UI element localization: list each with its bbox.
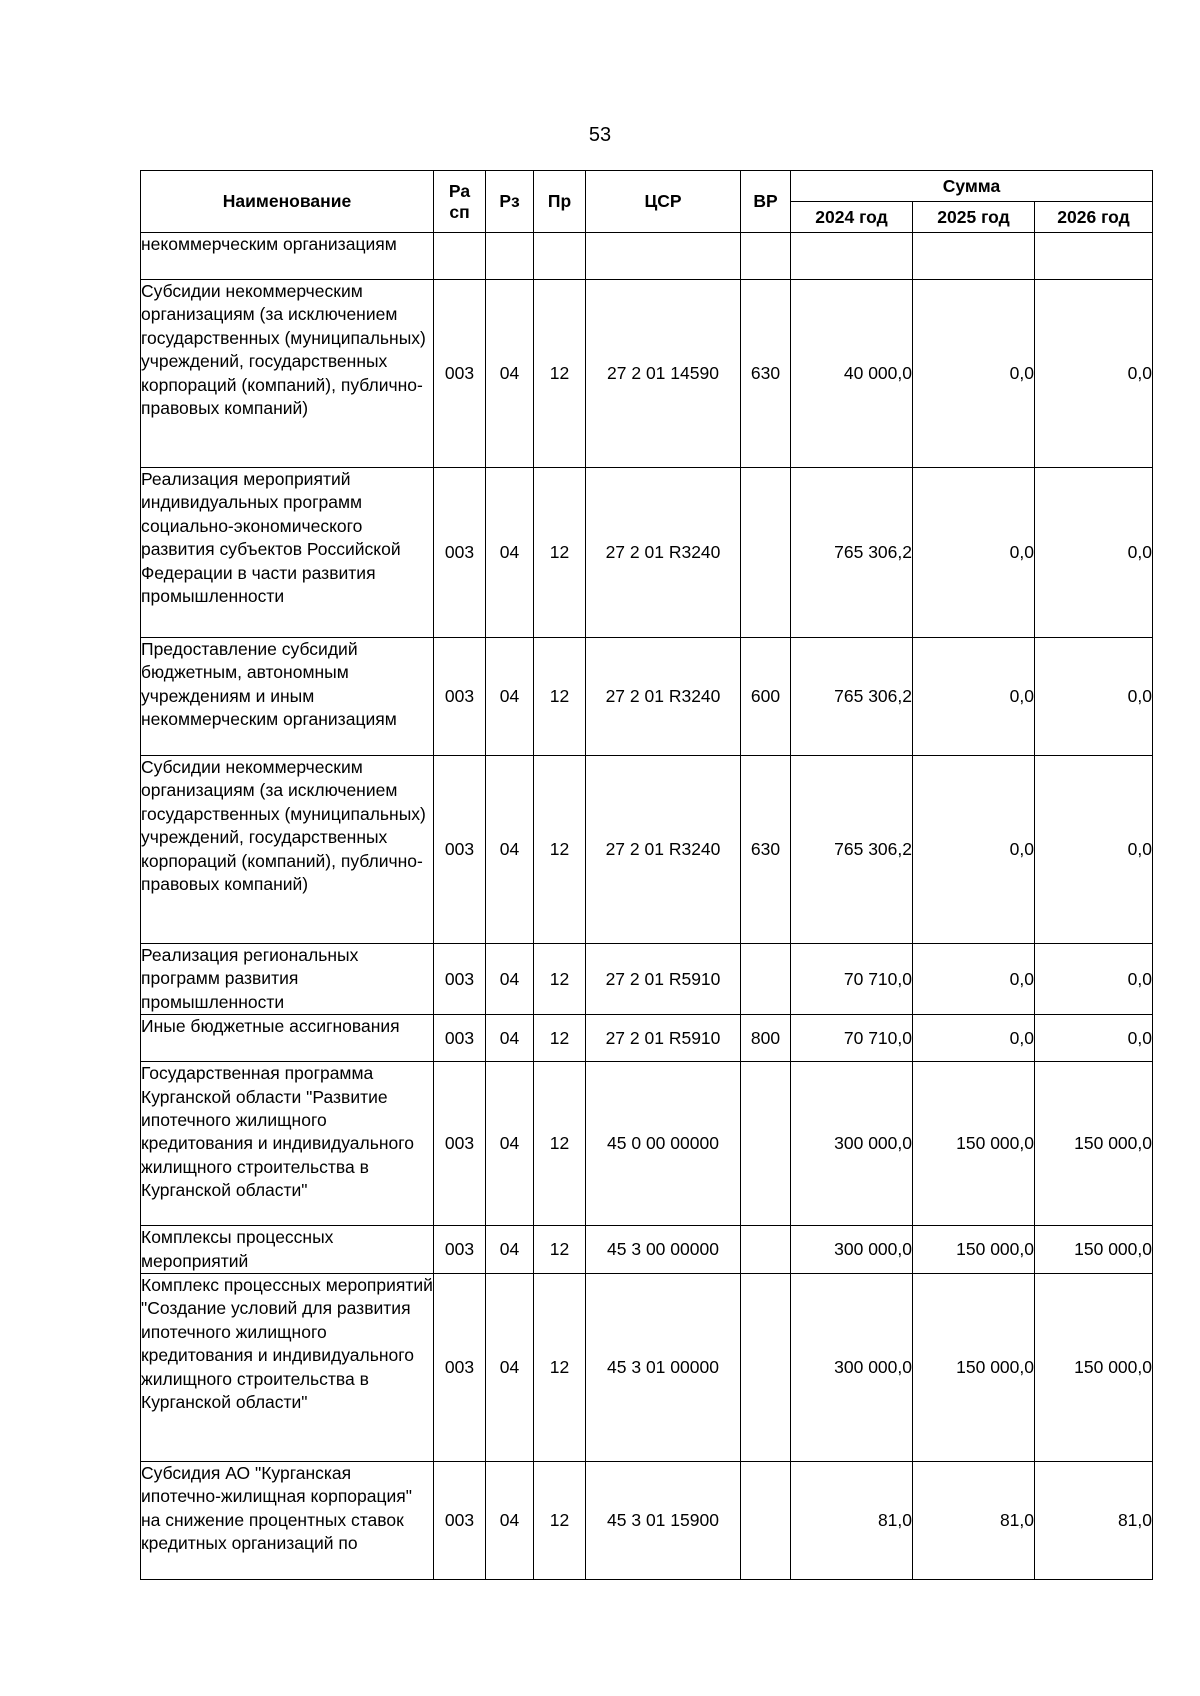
header-csr: ЦСР (586, 171, 741, 233)
table-row (141, 756, 1153, 944)
cell-name: Субсидия АО "Курганская ипотечно-жилищная корпорация" на снижение процентных ставок кредитных организаций по (141, 1462, 434, 1580)
cell-rasp: 003 (434, 1274, 486, 1462)
cell-y2026: 150 000,0 (1035, 1274, 1153, 1462)
cell-rasp: 003 (434, 1015, 486, 1062)
header-rz: Рз (486, 171, 534, 233)
cell-y2024: 300 000,0 (791, 1062, 913, 1226)
cell-rz: 04 (486, 1462, 534, 1580)
cell-pr: 12 (534, 1226, 586, 1274)
header-2024: 2024 год (791, 202, 913, 233)
cell-y2024 (791, 233, 913, 280)
table-row (141, 944, 1153, 1015)
cell-rasp: 003 (434, 280, 486, 468)
cell-csr: 27 2 01 R5910 (586, 1015, 741, 1062)
cell-y2025: 81,0 (913, 1462, 1035, 1580)
cell-name: Комплекс процессных мероприятий "Создание условий для развития ипотечного жилищного кредитования и индивидуального жилищного строительства в Курганской области" (141, 1274, 434, 1462)
cell-y2026: 0,0 (1035, 468, 1153, 638)
cell-csr: 27 2 01 R3240 (586, 468, 741, 638)
cell-rz: 04 (486, 280, 534, 468)
cell-vr (741, 1062, 791, 1226)
cell-rasp: 003 (434, 1462, 486, 1580)
cell-y2024: 70 710,0 (791, 1015, 913, 1062)
header-2026: 2026 год (1035, 202, 1153, 233)
cell-name: некоммерческим организациям (141, 233, 434, 280)
cell-rasp: 003 (434, 944, 486, 1015)
cell-y2024: 70 710,0 (791, 944, 913, 1015)
cell-pr: 12 (534, 756, 586, 944)
cell-csr: 45 3 01 00000 (586, 1274, 741, 1462)
header-pr: Пр (534, 171, 586, 233)
cell-rz: 04 (486, 1274, 534, 1462)
cell-csr: 27 2 01 R3240 (586, 756, 741, 944)
cell-csr: 27 2 01 R3240 (586, 638, 741, 756)
table-row (141, 1062, 1153, 1226)
cell-vr: 630 (741, 756, 791, 944)
cell-csr: 45 0 00 00000 (586, 1062, 741, 1226)
cell-csr: 45 3 01 15900 (586, 1462, 741, 1580)
cell-vr (741, 233, 791, 280)
cell-rasp: 003 (434, 1062, 486, 1226)
cell-y2026: 0,0 (1035, 756, 1153, 944)
table-row (141, 1462, 1153, 1580)
cell-pr: 12 (534, 638, 586, 756)
cell-y2024: 765 306,2 (791, 756, 913, 944)
cell-y2025: 150 000,0 (913, 1274, 1035, 1462)
cell-rz: 04 (486, 756, 534, 944)
cell-vr (741, 1462, 791, 1580)
cell-rasp: 003 (434, 468, 486, 638)
table-row (141, 280, 1153, 468)
cell-pr (534, 233, 586, 280)
header-rasp-line2: сп (449, 201, 470, 222)
cell-vr: 630 (741, 280, 791, 468)
cell-rz: 04 (486, 944, 534, 1015)
cell-csr: 45 3 00 00000 (586, 1226, 741, 1274)
cell-name: Реализация мероприятий индивидуальных программ социально-экономического развития субъектов Российской Федерации в части развития промышленности (141, 468, 434, 638)
budget-table (140, 170, 1153, 1580)
cell-y2025: 150 000,0 (913, 1062, 1035, 1226)
cell-y2024: 81,0 (791, 1462, 913, 1580)
cell-y2024: 765 306,2 (791, 638, 913, 756)
cell-y2025 (913, 233, 1035, 280)
table-row (141, 638, 1153, 756)
cell-y2024: 765 306,2 (791, 468, 913, 638)
cell-y2024: 300 000,0 (791, 1274, 913, 1462)
header-vr: ВР (741, 171, 791, 233)
page-number: 53 (588, 124, 612, 146)
cell-y2025: 0,0 (913, 1015, 1035, 1062)
cell-csr (586, 233, 741, 280)
cell-rz: 04 (486, 1226, 534, 1274)
cell-vr (741, 1274, 791, 1462)
cell-y2026 (1035, 233, 1153, 280)
cell-y2026: 81,0 (1035, 1462, 1153, 1580)
cell-y2024: 300 000,0 (791, 1226, 913, 1274)
cell-y2025: 150 000,0 (913, 1226, 1035, 1274)
cell-rasp: 003 (434, 756, 486, 944)
cell-rz: 04 (486, 638, 534, 756)
table-row (141, 1226, 1153, 1274)
cell-rz (486, 233, 534, 280)
cell-csr: 27 2 01 R5910 (586, 944, 741, 1015)
cell-rz: 04 (486, 468, 534, 638)
cell-pr: 12 (534, 944, 586, 1015)
cell-y2025: 0,0 (913, 638, 1035, 756)
cell-pr: 12 (534, 280, 586, 468)
cell-name: Субсидии некоммерческим организациям (за исключением государственных (муниципальных) учреждений, государственных корпораций (компаний), публично-правовых компаний) (141, 756, 434, 944)
cell-pr: 12 (534, 1462, 586, 1580)
cell-pr: 12 (534, 1062, 586, 1226)
cell-y2025: 0,0 (913, 944, 1035, 1015)
cell-vr (741, 1226, 791, 1274)
table-body (141, 233, 1153, 1580)
cell-csr: 27 2 01 14590 (586, 280, 741, 468)
cell-y2025: 0,0 (913, 756, 1035, 944)
cell-rz: 04 (486, 1015, 534, 1062)
table-row (141, 233, 1153, 280)
table-row (141, 468, 1153, 638)
cell-pr: 12 (534, 1015, 586, 1062)
cell-y2026: 0,0 (1035, 1015, 1153, 1062)
header-summa: Сумма (791, 171, 1153, 202)
header-rasp-line1: Ра (448, 180, 471, 201)
header-2025: 2025 год (913, 202, 1035, 233)
cell-vr: 600 (741, 638, 791, 756)
cell-y2025: 0,0 (913, 468, 1035, 638)
header-rasp (434, 171, 486, 233)
cell-y2026: 150 000,0 (1035, 1226, 1153, 1274)
cell-name: Предоставление субсидий бюджетным, автономным учреждениям и иным некоммерческим организациям (141, 638, 434, 756)
table-row (141, 1274, 1153, 1462)
cell-y2026: 0,0 (1035, 638, 1153, 756)
cell-pr: 12 (534, 468, 586, 638)
cell-vr (741, 468, 791, 638)
cell-y2024: 40 000,0 (791, 280, 913, 468)
cell-vr: 800 (741, 1015, 791, 1062)
cell-pr: 12 (534, 1274, 586, 1462)
cell-rasp: 003 (434, 638, 486, 756)
cell-vr (741, 944, 791, 1015)
cell-name: Реализация региональных программ развития промышленности (141, 944, 434, 1015)
cell-rasp: 003 (434, 1226, 486, 1274)
header-name: Наименование (141, 171, 434, 233)
cell-y2026: 0,0 (1035, 280, 1153, 468)
cell-name: Иные бюджетные ассигнования (141, 1015, 434, 1062)
table-row (141, 1015, 1153, 1062)
cell-rasp (434, 233, 486, 280)
cell-y2026: 0,0 (1035, 944, 1153, 1015)
cell-rz: 04 (486, 1062, 534, 1226)
cell-name: Комплексы процессных мероприятий (141, 1226, 434, 1274)
cell-name: Субсидии некоммерческим организациям (за исключением государственных (муниципальных) учреждений, государственных корпораций (компаний), публично-правовых компаний) (141, 280, 434, 468)
cell-name: Государственная программа Курганской области "Развитие ипотечного жилищного кредитования и индивидуального жилищного строительства в Курганской области" (141, 1062, 434, 1226)
cell-y2026: 150 000,0 (1035, 1062, 1153, 1226)
cell-y2025: 0,0 (913, 280, 1035, 468)
